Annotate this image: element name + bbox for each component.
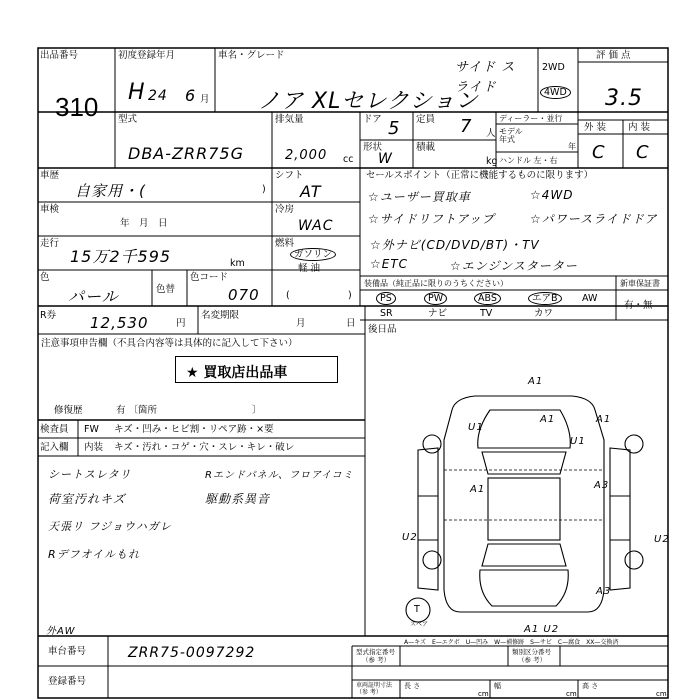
equip-tv: TV [480, 308, 493, 319]
equip-sr: SR [380, 308, 393, 319]
equip-pw: PW [424, 292, 447, 305]
fuel-label: 燃料 [275, 238, 295, 249]
chassis-label: 車台番号 [48, 646, 87, 657]
remark-5: Rエンドパネル、フロアイコミ [205, 470, 354, 481]
shift-label: シフト [275, 170, 304, 181]
load-unit: kg [486, 156, 498, 167]
load-label: 積載 [416, 142, 436, 153]
fuel-gasoline-circled: ガソリン [290, 248, 336, 261]
name-change-month: 月 [296, 318, 306, 329]
capacity-unit: 人 [486, 128, 496, 139]
type-value: DBA-ZRR75G [128, 144, 244, 163]
damage-mark-11: A1 U2 [524, 624, 560, 635]
color-paren-close: ) [348, 290, 352, 301]
equipment-title: 装備品（純正品に限りのうちください） [364, 279, 508, 288]
equip-navi: ナビ [428, 308, 448, 319]
diagram-title: 後日品 [368, 324, 397, 335]
cert-label: 型式指定番号 [356, 648, 395, 656]
model-note: サイド スライド [455, 60, 516, 95]
mileage-label: 走行 [40, 238, 60, 249]
sales-point-2: ☆4WD [530, 188, 574, 202]
damage-legend: A—キズ E—エクボ U—凹み W—補修跡 S—サビ C—腐食 XX—交換済 [404, 639, 619, 646]
damage-mark-2: A1 [540, 414, 556, 425]
chassis-value: ZRR75-0097292 [128, 645, 256, 661]
sales-point-6: ☆ETC [370, 257, 409, 271]
warranty-label: 新車保証書 [620, 279, 660, 288]
interior-grade: C [636, 142, 650, 163]
registration-number-label: 登録番号 [48, 676, 87, 687]
color-change-label: 色替 [156, 284, 176, 295]
capacity-value: 7 [460, 116, 473, 137]
remark-6: 駆動系異音 [205, 492, 271, 506]
score-label: 評 価 点 [596, 50, 631, 61]
remarks-label: 記入欄 [40, 442, 69, 453]
equip-abs: ABS [474, 292, 501, 305]
color-value: パール [68, 287, 119, 306]
interior-label: 内 装 [628, 122, 651, 133]
name-change-day: 日 [346, 318, 356, 329]
door-value: 5 [388, 118, 401, 139]
buyback-stamp: ★ 買取店出品車 [175, 356, 338, 383]
color-code-value: 070 [228, 286, 260, 304]
sales-point-3: ☆サイドリフトアップ [368, 212, 495, 226]
model-year-label: モデル 年式 [499, 127, 523, 144]
damage-mark-9: U2 [654, 534, 670, 545]
model-grade-label: 車名・グレード [218, 50, 285, 61]
displacement-unit: cc [343, 154, 354, 165]
damage-mark-1: A1 [528, 376, 544, 387]
history-label: 車歴 [40, 170, 60, 181]
remark-2: 荷室汚れキズ [48, 492, 126, 506]
class-note: （参 考） [518, 656, 547, 664]
mileage-value: 15万2千595 [70, 247, 172, 266]
first-registration-label: 初度登録年月 [118, 50, 176, 61]
inspector-label: 検査員 [40, 424, 69, 435]
capacity-label: 定員 [416, 114, 436, 125]
interior-items: キズ・汚れ・コゲ・穴・スレ・キレ・破レ [114, 442, 295, 453]
height-label: 高 さ [582, 682, 599, 690]
equip-aw: AW [582, 293, 598, 304]
color-label: 色 [40, 272, 50, 283]
recycle-unit: 円 [176, 318, 186, 329]
shape-value: W [378, 151, 393, 167]
exterior-grade: C [592, 142, 606, 163]
type-label: 型式 [118, 114, 138, 125]
cert-note: （参 考） [362, 656, 391, 664]
damage-mark-3: A1 [596, 414, 612, 425]
equip-leather: カワ [534, 308, 554, 319]
drive-2wd: 2WD [542, 62, 565, 73]
spare-label: スペア [410, 621, 429, 628]
width-unit: cm [566, 690, 577, 698]
sales-title: セールスポイント（正常に機能するものに限ります） [366, 170, 594, 181]
score-value: 3.5 [605, 86, 643, 111]
ac-label: 冷房 [275, 204, 295, 215]
damage-mark-5: U1 [570, 436, 586, 447]
remark-1: シートスレタリ [48, 468, 132, 481]
history-close: ) [262, 184, 266, 195]
door-label: ドア [363, 114, 382, 125]
remark-7: 外AW [46, 626, 76, 637]
remark-3: 天張リ フジョウハガレ [48, 520, 172, 533]
displacement-value: 2,000 [285, 148, 328, 163]
handle-label: ハンドル 左・右 [499, 156, 558, 165]
fw-items: キズ・凹み・ヒビ割・リペア跡・×要 [114, 424, 274, 435]
sales-point-5: ☆外ナビ(CD/DVD/BT)・TV [370, 238, 540, 252]
equip-airbag: エアB [528, 292, 562, 305]
interior-items-label: 内装 [84, 442, 104, 453]
dealer-label: ディーラー・並行 [499, 114, 563, 123]
notes-title: 注意事項申告欄（不具合内容等は具体的に記入して下さい） [41, 338, 298, 349]
repair-history-value: 有 〔箇所 〕 [116, 405, 262, 416]
equip-ps: PS [376, 292, 396, 305]
shift-value: AT [300, 182, 322, 201]
shape-label: 形状 [363, 142, 383, 153]
sales-point-4: ☆パワースライドドア [530, 212, 658, 226]
fuel-diesel: 軽 油 [298, 263, 321, 274]
width-label: 幅 [494, 682, 501, 690]
registration-year: 24 [148, 88, 168, 104]
lot-number-label: 出品番号 [40, 50, 79, 61]
size-label: 車両証明寸法（参 考） [356, 682, 393, 696]
spare-t-mark: T [414, 604, 420, 615]
inspection-value: 年 月 日 [120, 218, 168, 229]
name-change-label: 名変期限 [201, 310, 240, 321]
repair-history-label: 修復歴 [54, 405, 83, 416]
recycle-value: 12,530 [90, 314, 149, 332]
sales-point-7: ☆エンジンスターター [450, 259, 578, 273]
exterior-label: 外 装 [584, 122, 607, 133]
mileage-unit: km [230, 258, 245, 269]
registration-month-unit: 月 [200, 94, 210, 105]
drive-4wd-circled: 4WD [540, 86, 571, 99]
damage-mark-7: A3 [594, 480, 610, 491]
model-year-unit: 年 [568, 142, 576, 151]
history-value: 自家用・( [75, 182, 146, 200]
color-paren-open: ( [286, 290, 290, 301]
damage-mark-4: U1 [468, 422, 484, 433]
color-code-label: 色コード [190, 272, 229, 283]
registration-era: H [128, 80, 146, 105]
lot-number-value: 310 [55, 92, 99, 122]
registration-month: 6 [185, 86, 197, 105]
class-label: 類別区分番号 [512, 648, 551, 656]
damage-mark-10: A3 [596, 586, 612, 597]
remark-4: Rデフオイルもれ [48, 548, 140, 561]
displacement-label: 排気量 [275, 114, 304, 125]
height-unit: cm [656, 690, 667, 698]
warranty-value: 有・無 [624, 300, 653, 311]
model-name-value: ノア XLセレクション [258, 89, 479, 114]
sales-point-1: ☆ユーザー買取車 [368, 190, 471, 204]
length-unit: cm [478, 690, 489, 698]
fw-label: FW [84, 424, 99, 435]
damage-mark-6: A1 [470, 484, 486, 495]
damage-mark-8: U2 [402, 532, 418, 543]
ac-value: WAC [298, 218, 334, 234]
recycle-label: R券 [40, 310, 57, 321]
inspection-label: 車検 [40, 204, 60, 215]
length-label: 長 さ [404, 682, 421, 690]
